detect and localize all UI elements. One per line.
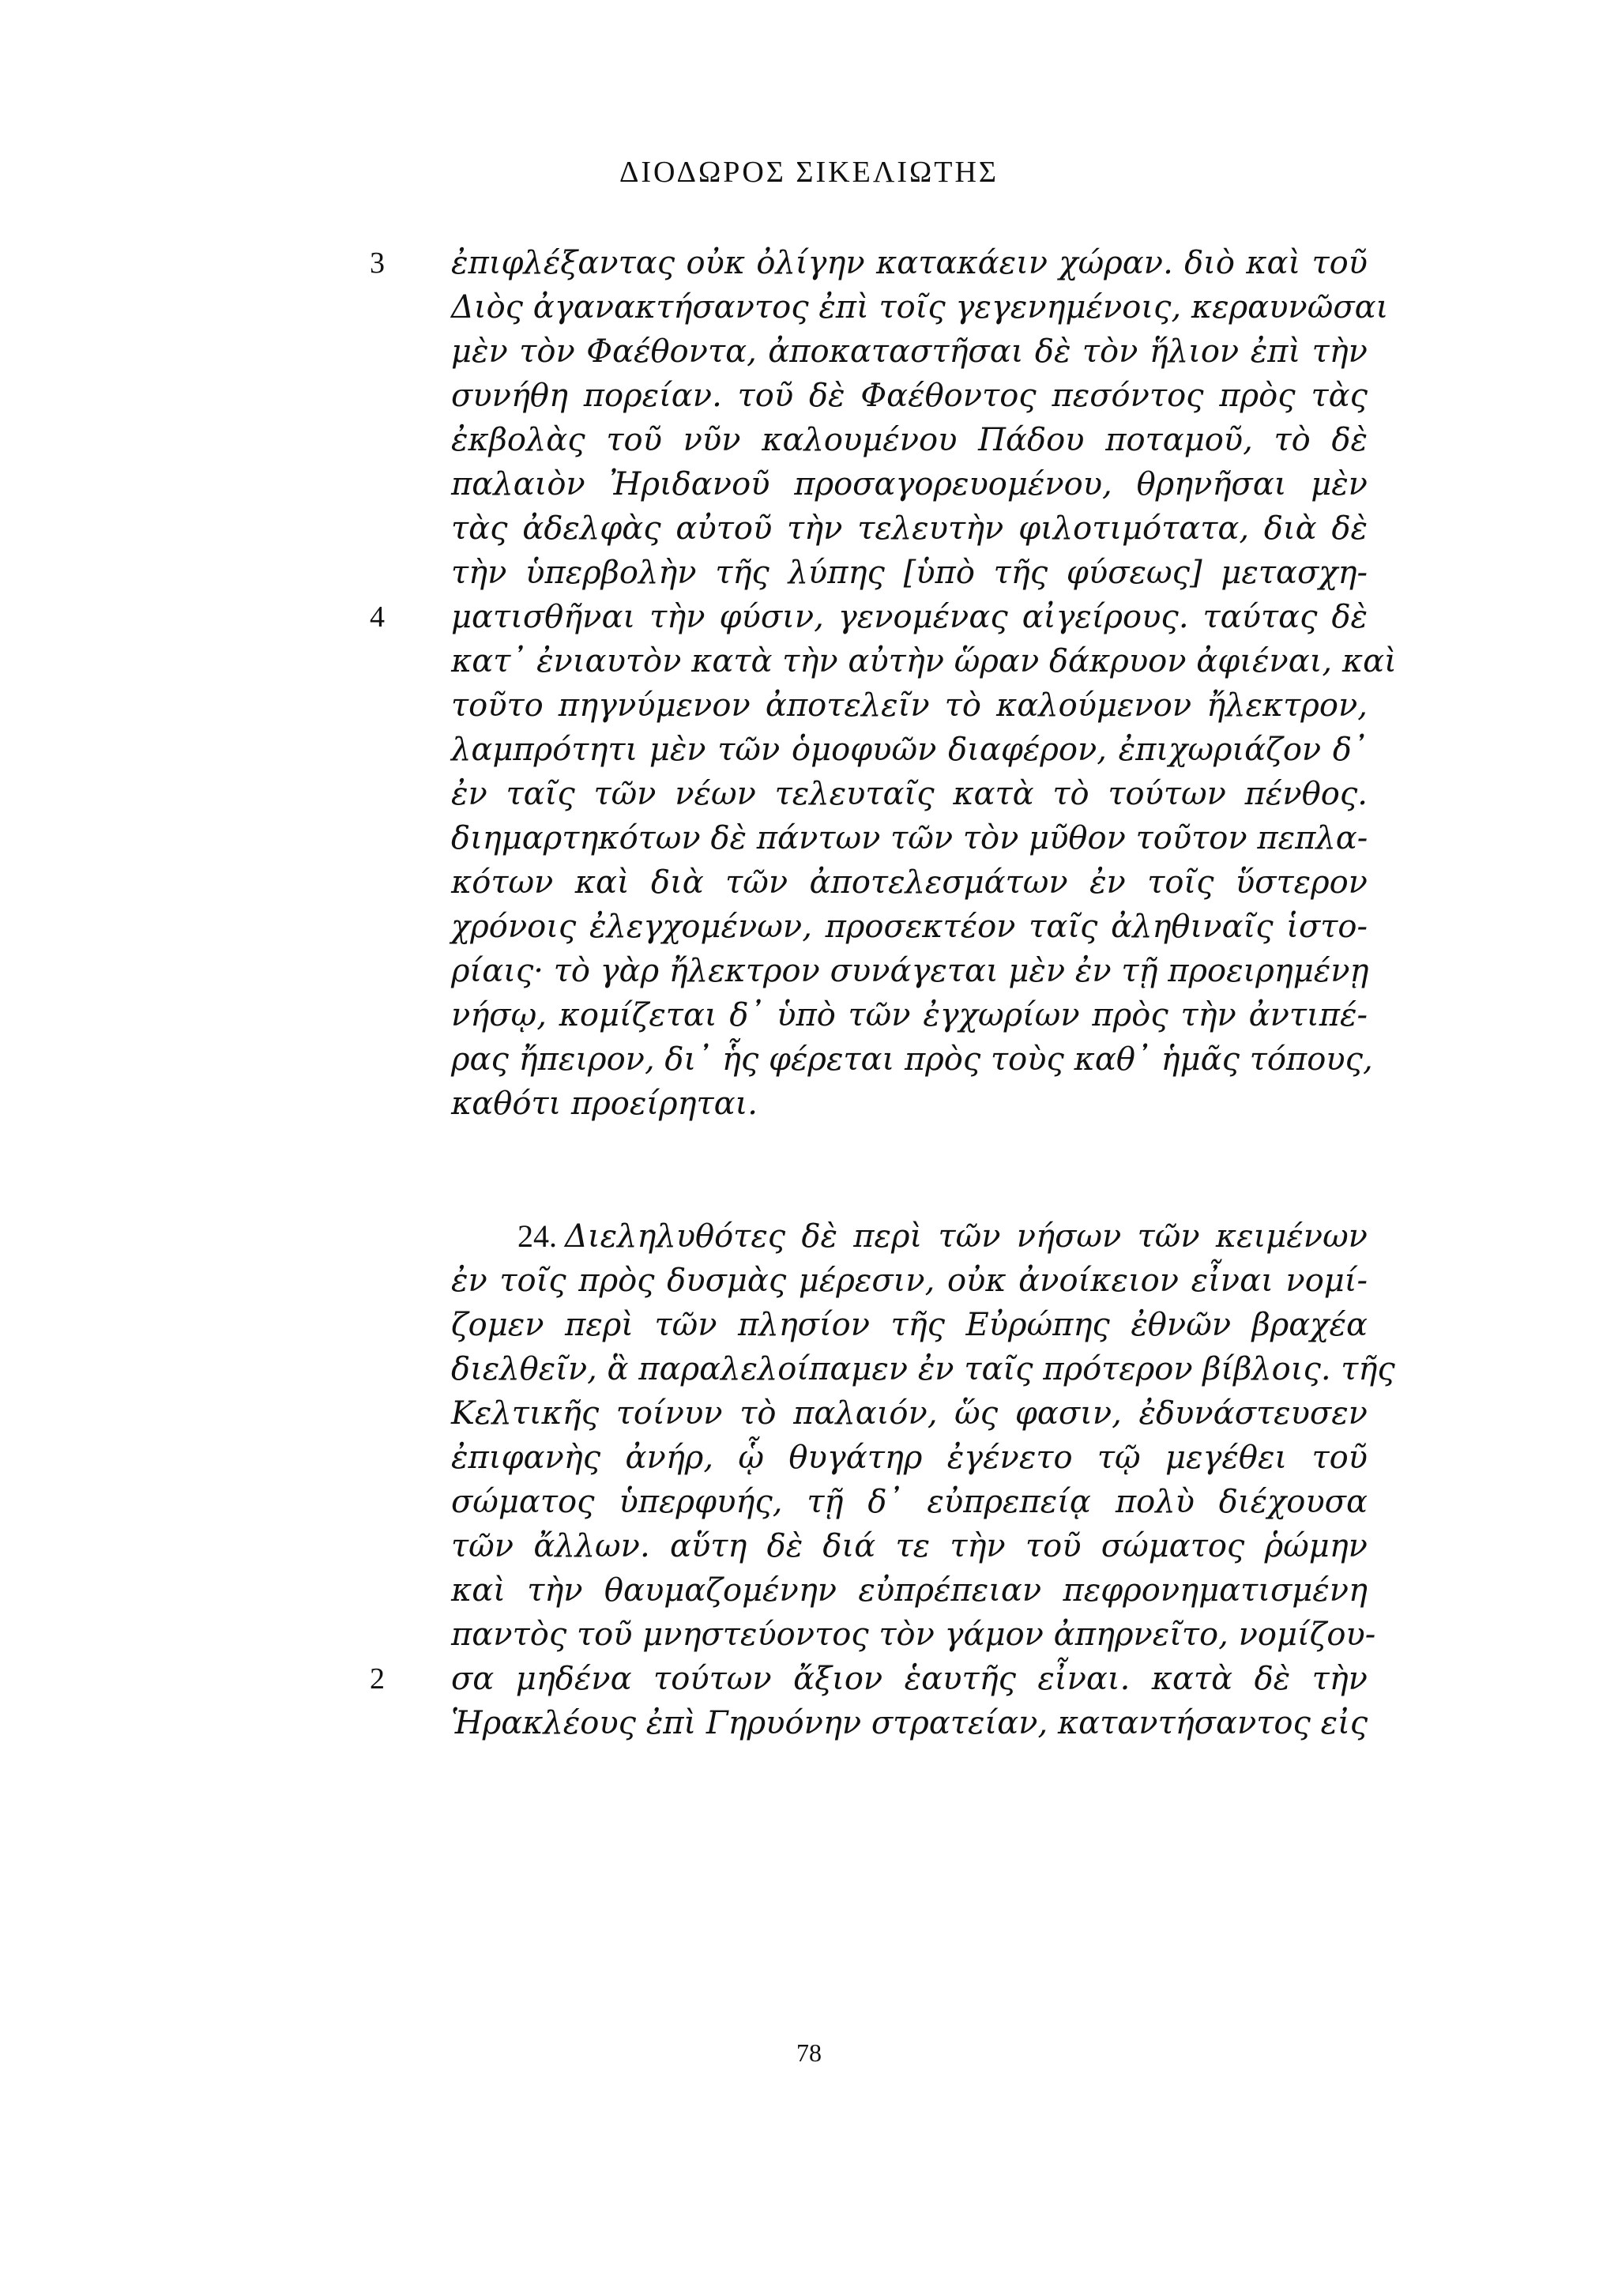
text-line: ἐν τοῖς πρὸς δυσμὰς μέρεσιν, οὐκ ἀνοίκειον εἶναι νομί- <box>451 1263 1368 1299</box>
text-line: ματισθῆναι τὴν φύσιν, γενομένας αἰγείρους. ταύτας δὲ <box>451 599 1368 635</box>
text-line: ρας ἤπειρον, δι᾽ ἧς φέρεται πρὸς τοὺς καθ᾽ ἡμᾶς τόπους, <box>451 1041 1373 1078</box>
chapter-number: 24. <box>517 1218 557 1254</box>
margin-section-number: 4 <box>370 600 385 634</box>
text-line: τὰς ἀδελφὰς αὐτοῦ τὴν τελευτὴν φιλοτιμότατα, διὰ δὲ <box>451 510 1368 547</box>
margin-section-number: 3 <box>370 247 385 280</box>
text-line: μὲν τὸν Φαέθοντα, ἀποκαταστῆσαι δὲ τὸν ἥλιον ἐπὶ τὴν <box>451 333 1368 370</box>
text-line: καὶ τὴν θαυμαζομένην εὐπρέπειαν πεφρονηματισμένη <box>451 1572 1368 1609</box>
text-line: τοῦτο πηγνύμενον ἀποτελεῖν τὸ καλούμενον ἤλεκτρον, <box>451 687 1368 724</box>
text-line: τὴν ὑπερβολὴν τῆς λύπης [ὑπὸ τῆς φύσεως] μετασχη- <box>451 555 1368 591</box>
text-line: σώματος ὑπερφυής, τῇ δ᾽ εὐπρεπείᾳ πολὺ διέχουσα <box>451 1484 1368 1520</box>
text-line: σα μηδένα τούτων ἄξιον ἑαυτῆς εἶναι. κατὰ δὲ τὴν <box>451 1661 1368 1697</box>
text-line: ἐπιφλέξαντας οὐκ ὀλίγην κατακάειν χώραν. διὸ καὶ τοῦ <box>451 245 1368 281</box>
text-line: κότων καὶ διὰ τῶν ἀποτελεσμάτων ἐν τοῖς ὕστερον <box>451 864 1368 901</box>
running-header: ΔΙΟΔΩΡΟΣ ΣΙΚΕΛΙΩΤΗΣ <box>619 156 999 189</box>
text-line: παντὸς τοῦ μνηστεύοντος τὸν γάμον ἀπηρνεῖτο, νομίζου- <box>451 1617 1376 1653</box>
text-line: διελθεῖν, ἃ παραλελοίπαμεν ἐν ταῖς πρότερον βίβλοις. τῆς <box>451 1351 1395 1387</box>
text-line: κατ᾽ ἐνιαυτὸν κατὰ τὴν αὐτὴν ὥραν δάκρυον ἀφιέναι, καὶ <box>451 643 1397 679</box>
text-line: λαμπρότητι μὲν τῶν ὁμοφυῶν διαφέρον, ἐπιχωριάζον δ᾽ <box>451 732 1368 768</box>
text-line: διημαρτηκότων δὲ πάντων τῶν τὸν μῦθον τοῦτον πεπλα- <box>451 820 1368 856</box>
margin-section-number: 2 <box>370 1662 385 1696</box>
text-line: χρόνοις ἐλεγχομένων, προσεκτέον ταῖς ἀληθιναῖς ἱστο- <box>451 909 1368 945</box>
text-line: ἐν ταῖς τῶν νέων τελευταῖς κατὰ τὸ τούτων πένθος. <box>451 776 1368 812</box>
text-line: Διὸς ἀγανακτήσαντος ἐπὶ τοῖς γεγενημένοις, κεραυνῶσαι <box>451 289 1389 326</box>
page-number: 78 <box>796 2038 822 2067</box>
text-line: Διεληλυθότες δὲ περὶ τῶν νήσων τῶν κειμένων <box>565 1218 1368 1255</box>
text-line: ρίαις· τὸ γὰρ ἤλεκτρον συνάγεται μὲν ἐν τῇ προειρημένῃ <box>451 953 1369 989</box>
text-line: ἐκβολὰς τοῦ νῦν καλουμένου Πάδου ποταμοῦ, τὸ δὲ <box>451 422 1368 458</box>
text-line: ἐπιφανὴς ἀνήρ, ᾧ θυγάτηρ ἐγένετο τῷ μεγέθει τοῦ <box>451 1440 1368 1476</box>
text-line: νήσῳ, κομίζεται δ᾽ ὑπὸ τῶν ἐγχωρίων πρὸς τὴν ἀντιπέ- <box>451 997 1368 1033</box>
text-line: συνήθη πορείαν. τοῦ δὲ Φαέθοντος πεσόντος πρὸς τὰς <box>451 378 1368 414</box>
text-line: ζομεν περὶ τῶν πλησίον τῆς Εὐρώπης ἐθνῶν βραχέα <box>451 1307 1368 1343</box>
text-line: Ἡρακλέους ἐπὶ Γηρυόνην στρατείαν, καταντήσαντος εἰς <box>451 1705 1368 1741</box>
text-line: Κελτικῆς τοίνυν τὸ παλαιόν, ὥς φασιν, ἐδυνάστευσεν <box>451 1395 1368 1432</box>
chapter-opening-line <box>451 1215 1368 1258</box>
text-line: καθότι προείρηται. <box>451 1086 758 1122</box>
text-line: τῶν ἄλλων. αὕτη δὲ διά τε τὴν τοῦ σώματος ῥώμην <box>451 1528 1368 1564</box>
text-line: παλαιὸν Ἠριδανοῦ προσαγορευομένου, θρηνῆσαι μὲν <box>451 466 1368 502</box>
